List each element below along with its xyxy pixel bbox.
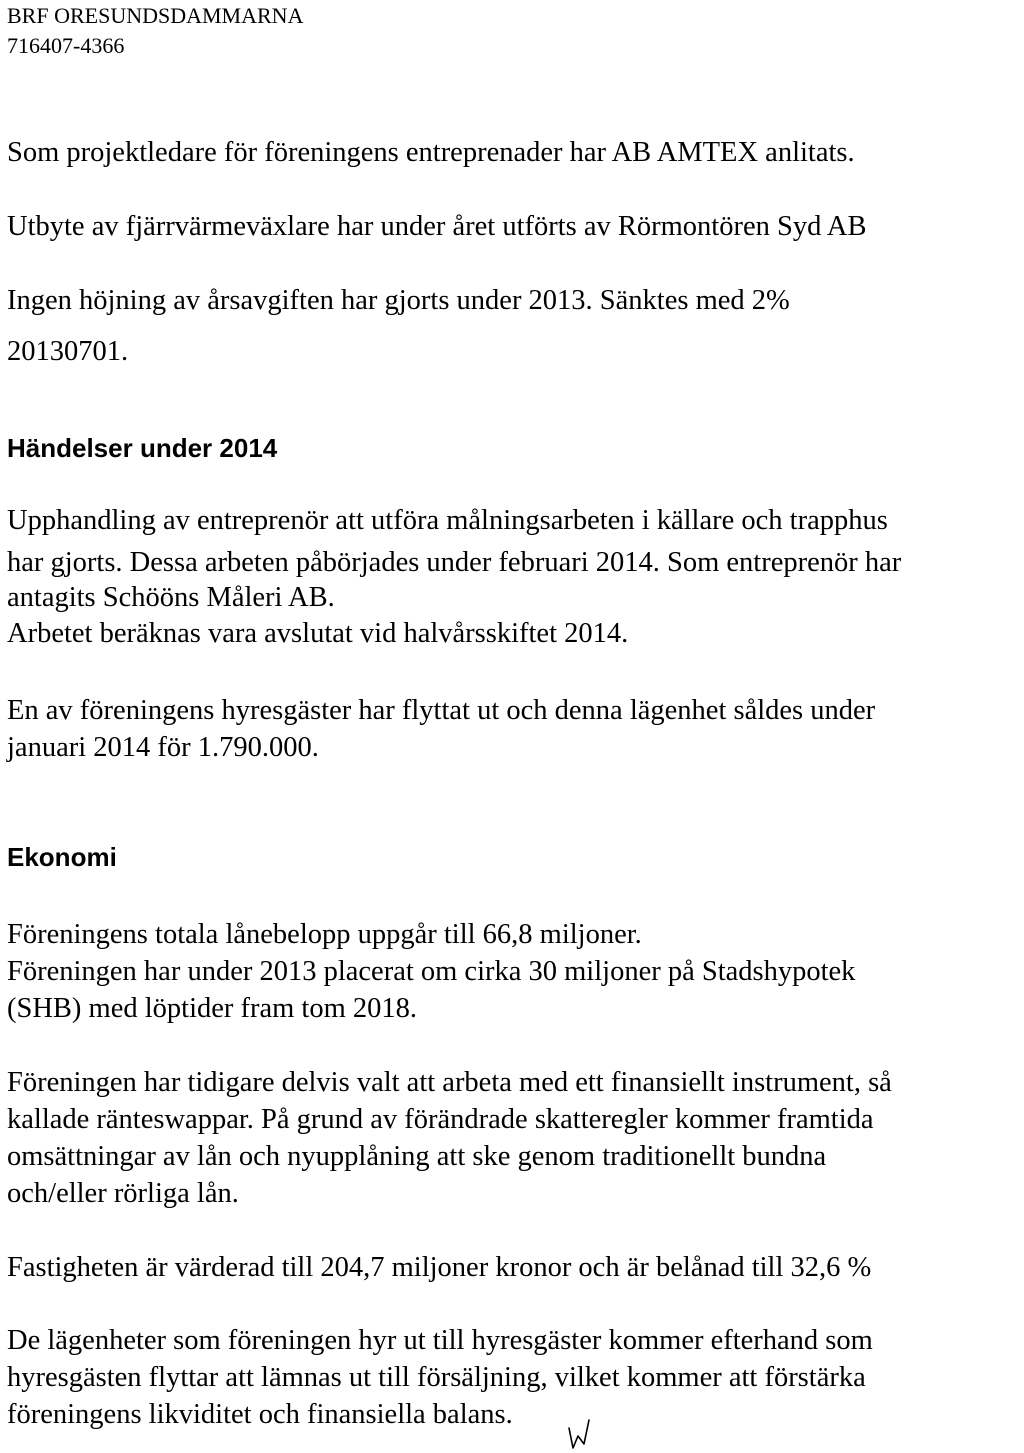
economy-p4-line-1: De lägenheter som föreningen hyr ut till hyresgäster kommer efterhand som: [7, 1325, 873, 1356]
economy-p4-line-3: föreningens likviditet och finansiella balans.: [7, 1399, 513, 1430]
events-p1-line-1: Upphandling av entreprenör att utföra målningsarbeten i källare och trapphus: [7, 505, 888, 536]
events-p1-line-2: har gjorts. Dessa arbeten påbörjades under februari 2014. Som entreprenör har: [7, 547, 902, 578]
events-p2-line-1: En av föreningens hyresgäster har flyttat ut och denna lägenhet såldes under: [7, 695, 876, 726]
events-p1-line-3: antagits Schööns Måleri AB.: [7, 582, 335, 613]
economy-p1-line-2: Föreningen har under 2013 placerat om cirka 30 miljoner på Stadshypotek: [7, 956, 856, 987]
organization-name: BRF ORESUNDSDAMMARNA: [7, 3, 304, 28]
fee-text-line-1: Ingen höjning av årsavgiften har gjorts under 2013. Sänktes med 2%: [7, 285, 790, 316]
events-2014-heading: Händelser under 2014: [7, 433, 278, 463]
events-p1-line-4: Arbetet beräknas vara avslutat vid halvårsskiftet 2014.: [7, 618, 629, 649]
fee-text-line-2: 20130701.: [7, 336, 129, 367]
events-p2-line-2: januari 2014 för 1.790.000.: [7, 732, 319, 763]
handwritten-initials: [561, 1416, 591, 1450]
economy-p2-line-3: omsättningar av lån och nyupplåning att ske genom traditionellt bundna: [7, 1141, 827, 1172]
project-leader-text: Som projektledare för föreningens entreprenader har AB AMTEX anlitats.: [7, 137, 855, 168]
economy-p1-line-3: (SHB) med löptider fram tom 2018.: [7, 993, 418, 1024]
organization-number: 716407-4366: [7, 33, 125, 58]
economy-p4-line-2: hyresgästen flyttar att lämnas ut till försäljning, vilket kommer att förstärka: [7, 1362, 866, 1393]
economy-p2-line-1: Föreningen har tidigare delvis valt att arbeta med ett finansiellt instrument, så: [7, 1067, 892, 1098]
heat-exchanger-text: Utbyte av fjärrvärmeväxlare har under året utförts av Rörmontören Syd AB: [7, 211, 867, 242]
economy-p1-line-1: Föreningens totala lånebelopp uppgår till 66,8 miljoner.: [7, 919, 642, 950]
economy-p2-line-4: och/eller rörliga lån.: [7, 1178, 239, 1209]
economy-heading: Ekonomi: [7, 842, 117, 872]
property-value-text: Fastigheten är värderad till 204,7 miljoner kronor och är belånad till 32,6 %: [7, 1252, 872, 1283]
economy-p2-line-2: kallade ränteswappar. På grund av förändrade skatteregler kommer framtida: [7, 1104, 874, 1135]
